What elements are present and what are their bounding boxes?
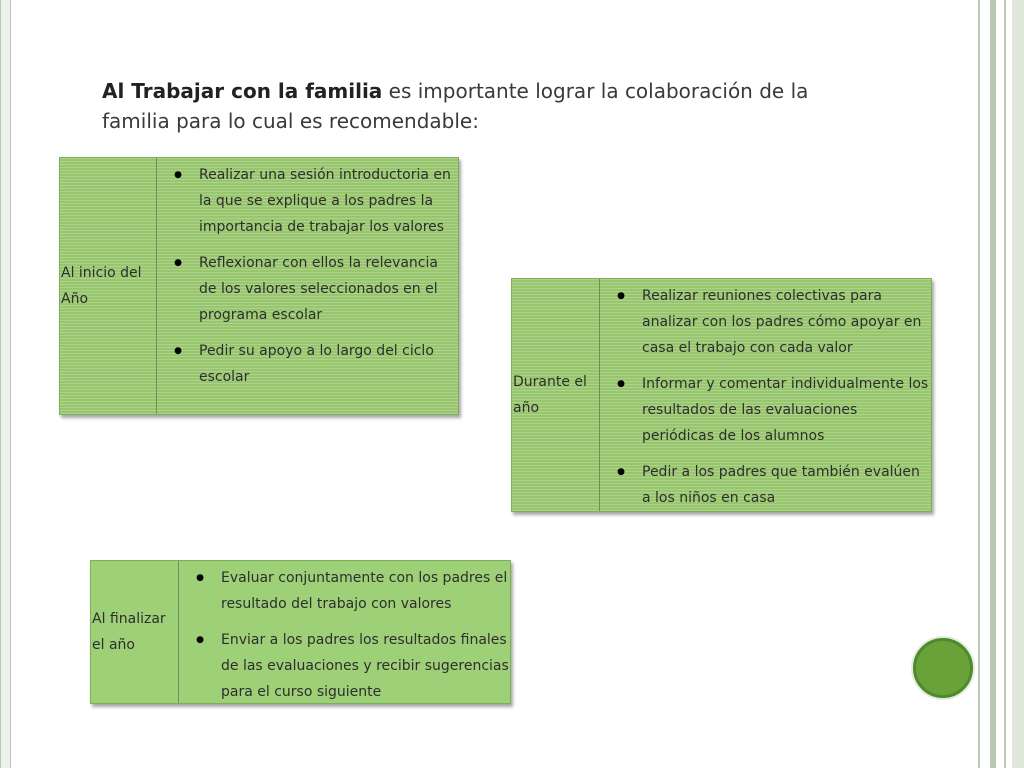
right-frame-stripe-4 — [1012, 0, 1024, 768]
item-text: Evaluar conjuntamente con los padres el resultado del trabajo con valores — [221, 570, 508, 612]
left-frame-border — [0, 0, 11, 768]
section-label: Al inicio del Año — [61, 265, 142, 307]
list-item — [600, 459, 931, 511]
decorative-green-circle — [913, 638, 973, 698]
bullet-icon: ● — [174, 258, 182, 268]
item-text: Realizar una sesión introductoria en la que se explique a los padres la importancia de trabajar los valores — [199, 167, 451, 235]
section-items — [179, 561, 510, 703]
list-item — [179, 627, 510, 705]
bullet-icon: ● — [617, 379, 625, 389]
list-item — [157, 338, 458, 390]
bullet-icon: ● — [617, 291, 625, 301]
list-item — [600, 283, 931, 361]
right-frame-stripe-1 — [978, 0, 980, 768]
right-frame-stripe-2 — [990, 0, 996, 768]
section-items — [600, 279, 931, 511]
section-label-col — [60, 158, 157, 414]
section-label-col — [91, 561, 179, 703]
section-box-start — [59, 157, 459, 415]
item-text: Reflexionar con ellos la relevancia de los valores seleccionados en el programa escolar — [199, 255, 438, 323]
bullet-icon: ● — [174, 346, 182, 356]
section-label: Durante el año — [513, 374, 587, 416]
intro-bold: Al Trabajar con la familia — [102, 79, 383, 103]
section-box-during — [511, 278, 932, 512]
section-items — [157, 158, 458, 414]
bullet-icon: ● — [196, 573, 204, 583]
list-item — [600, 371, 931, 449]
intro-text — [102, 76, 862, 136]
intro-rest: es importante lograr la colaboración de la familia para lo cual es recomendable: — [102, 79, 809, 133]
item-text: Realizar reuniones colectivas para analizar con los padres cómo apoyar en casa el trabajo con cada valor — [642, 288, 922, 356]
item-text: Pedir a los padres que también evalúen a los niños en casa — [642, 464, 920, 506]
section-box-end — [90, 560, 511, 704]
list-item — [157, 250, 458, 328]
list-item — [179, 565, 510, 617]
bullet-icon: ● — [174, 170, 182, 180]
section-label-col — [512, 279, 600, 511]
item-text: Enviar a los padres los resultados finales de las evaluaciones y recibir sugerencias para el curso siguiente — [221, 632, 509, 700]
item-text: Informar y comentar individualmente los resultados de las evaluaciones periódicas de los alumnos — [642, 376, 929, 444]
list-item — [157, 162, 458, 240]
bullet-icon: ● — [617, 467, 625, 477]
section-label: Al finalizar el año — [92, 611, 166, 653]
right-frame-stripe-3 — [1004, 0, 1006, 768]
item-text: Pedir su apoyo a lo largo del ciclo escolar — [199, 343, 434, 385]
bullet-icon: ● — [196, 635, 204, 645]
